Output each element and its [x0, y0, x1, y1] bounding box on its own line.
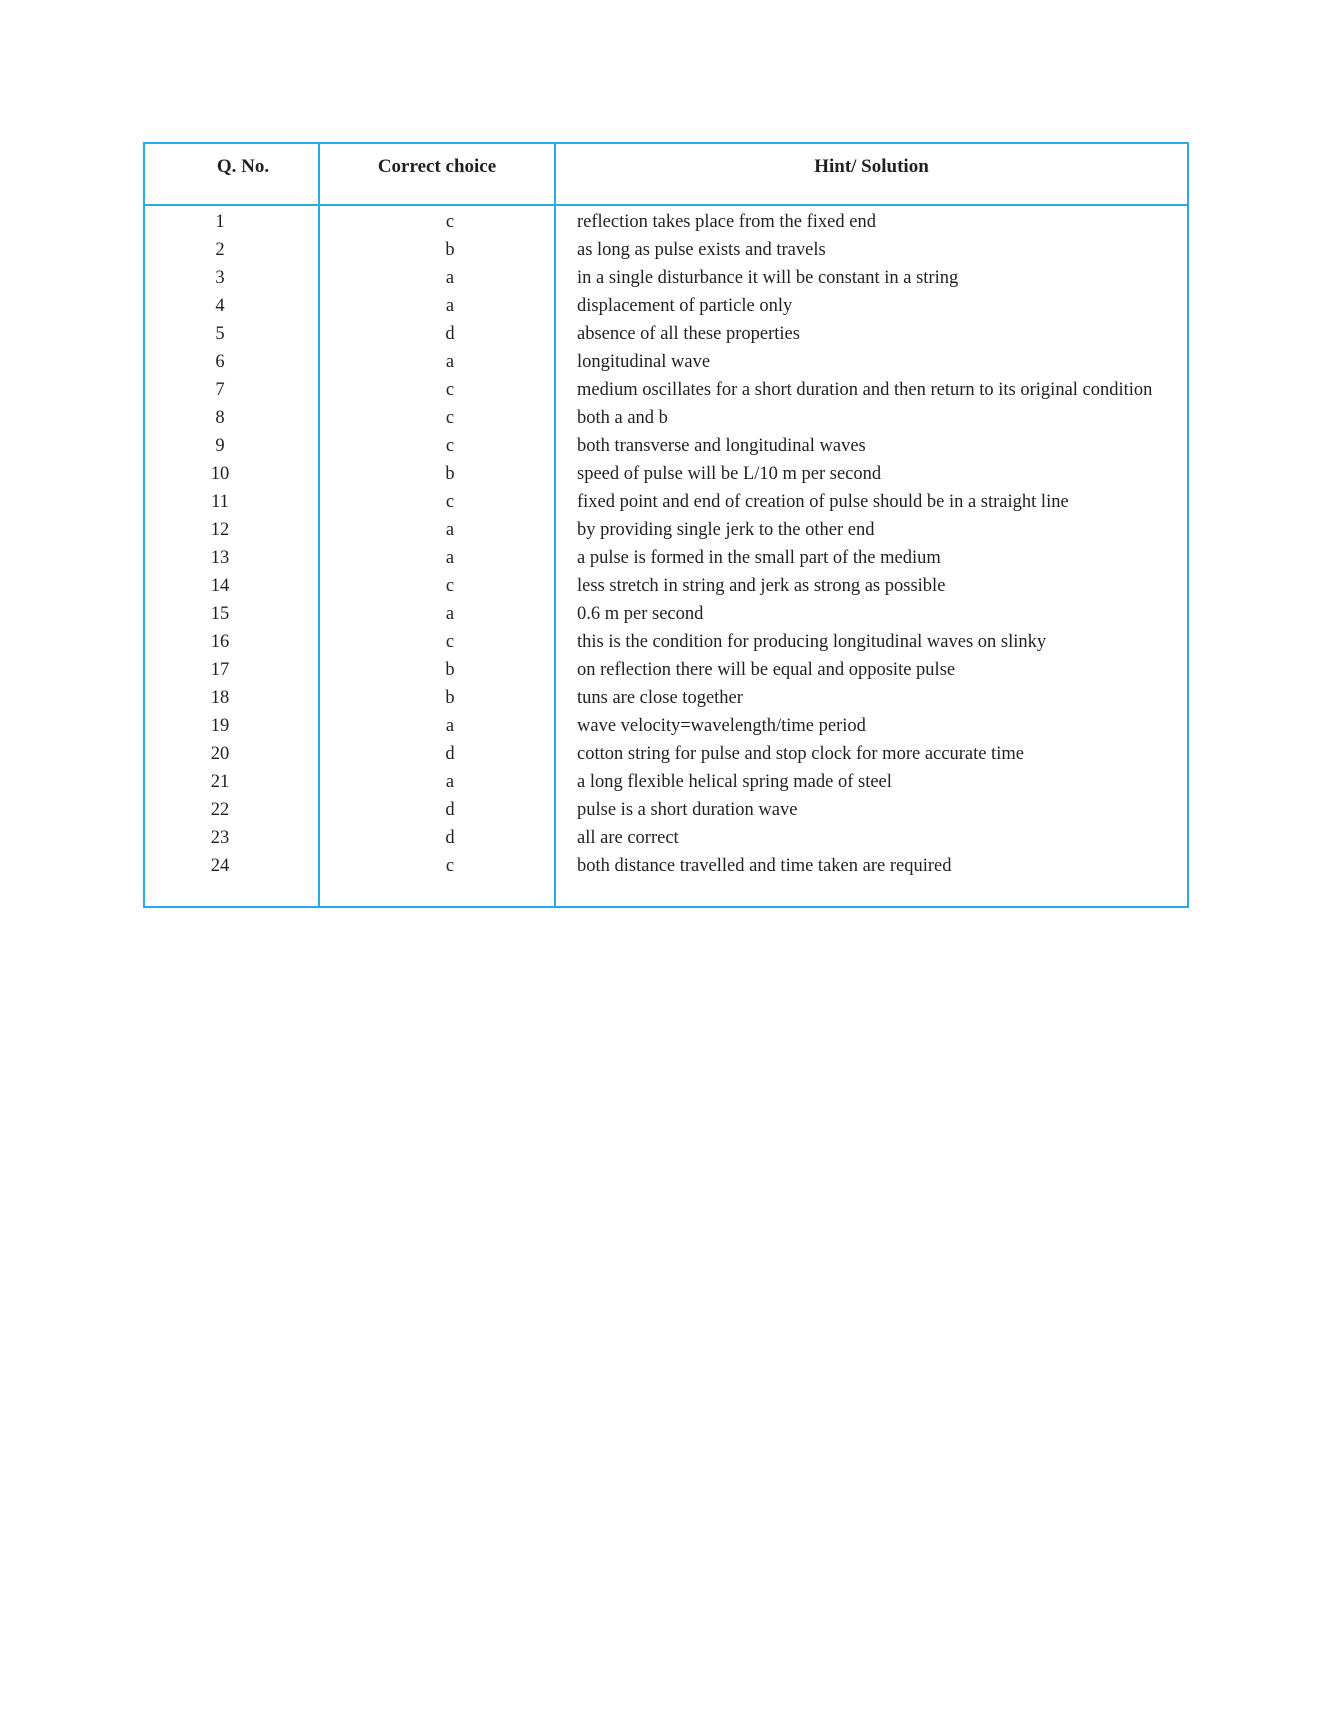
table-row [145, 684, 1187, 712]
correct-choice: c [445, 856, 455, 876]
header-hint-solution: Hint/ Solution [814, 156, 929, 177]
question-number: 18 [210, 688, 230, 708]
table-row [145, 320, 1187, 348]
hint-solution: speed of pulse will be L/10 m per second [577, 464, 882, 484]
correct-choice: a [445, 772, 455, 792]
hint-solution: absence of all these properties [577, 324, 800, 344]
hint-solution: medium oscillates for a short duration and then return to its original condition [577, 380, 1153, 400]
question-number: 4 [215, 296, 225, 316]
hint-solution: both distance travelled and time taken are required [577, 856, 952, 876]
table-row [145, 208, 1187, 236]
hint-solution: displacement of particle only [577, 296, 793, 316]
question-number: 17 [210, 660, 230, 680]
hint-solution: longitudinal wave [577, 352, 711, 372]
correct-choice: c [445, 212, 455, 232]
correct-choice: a [445, 352, 455, 372]
table-row [145, 376, 1187, 404]
hint-solution: fixed point and end of creation of pulse should be in a straight line [577, 492, 1069, 512]
question-number: 7 [215, 380, 225, 400]
correct-choice: c [445, 632, 455, 652]
table-row [145, 740, 1187, 768]
hint-solution: a pulse is formed in the small part of the medium [577, 548, 941, 568]
question-number: 20 [210, 744, 230, 764]
table-row [145, 712, 1187, 740]
hint-solution: less stretch in string and jerk as strong as possible [577, 576, 946, 596]
hint-solution: as long as pulse exists and travels [577, 240, 826, 260]
table-row [145, 348, 1187, 376]
table-row [145, 656, 1187, 684]
hint-solution: in a single disturbance it will be constant in a string [577, 268, 959, 288]
question-number: 22 [210, 800, 230, 820]
hint-solution: cotton string for pulse and stop clock for more accurate time [577, 744, 1024, 764]
correct-choice: b [445, 240, 455, 260]
question-number: 15 [210, 604, 230, 624]
question-number: 21 [210, 772, 230, 792]
table-row [145, 460, 1187, 488]
hint-solution: on reflection there will be equal and opposite pulse [577, 660, 956, 680]
header-correct-choice: Correct choice [377, 156, 497, 177]
correct-choice: b [445, 688, 455, 708]
correct-choice: c [445, 436, 455, 456]
question-number: 23 [210, 828, 230, 848]
table-row [145, 824, 1187, 852]
question-number: 16 [210, 632, 230, 652]
hint-solution: both a and b [577, 408, 668, 428]
question-number: 13 [210, 548, 230, 568]
correct-choice: c [445, 492, 455, 512]
table-row [145, 852, 1187, 880]
table-row [145, 292, 1187, 320]
header-qno: Q. No. [216, 156, 270, 177]
table-row [145, 432, 1187, 460]
correct-choice: c [445, 380, 455, 400]
hint-solution: pulse is a short duration wave [577, 800, 798, 820]
table-row [145, 404, 1187, 432]
hint-solution: a long flexible helical spring made of steel [577, 772, 892, 792]
correct-choice: d [445, 324, 455, 344]
hint-solution: all are correct [577, 828, 679, 848]
table-row [145, 516, 1187, 544]
table-row [145, 796, 1187, 824]
question-number: 11 [211, 492, 229, 512]
question-number: 24 [210, 856, 230, 876]
question-number: 19 [210, 716, 230, 736]
hint-solution: by providing single jerk to the other end [577, 520, 875, 540]
table-row [145, 544, 1187, 572]
table-row [145, 264, 1187, 292]
correct-choice: b [445, 464, 455, 484]
table-row [145, 236, 1187, 264]
table-body [145, 208, 1187, 880]
question-number: 10 [210, 464, 230, 484]
correct-choice: d [445, 800, 455, 820]
question-number: 9 [215, 436, 225, 456]
correct-choice: c [445, 408, 455, 428]
question-number: 5 [215, 324, 225, 344]
question-number: 12 [210, 520, 230, 540]
correct-choice: c [445, 576, 455, 596]
table-row [145, 768, 1187, 796]
correct-choice: b [445, 660, 455, 680]
table-row [145, 628, 1187, 656]
table-row [145, 600, 1187, 628]
question-number: 14 [210, 576, 230, 596]
correct-choice: a [445, 604, 455, 624]
correct-choice: d [445, 828, 455, 848]
correct-choice: a [445, 716, 455, 736]
question-number: 1 [215, 212, 225, 232]
correct-choice: d [445, 744, 455, 764]
question-number: 8 [215, 408, 225, 428]
hint-solution: this is the condition for producing longitudinal waves on slinky [577, 632, 1047, 652]
table-row [145, 572, 1187, 600]
question-number: 2 [215, 240, 225, 260]
correct-choice: a [445, 520, 455, 540]
hint-solution: 0.6 m per second [577, 604, 704, 624]
hint-solution: wave velocity=wavelength/time period [577, 716, 866, 736]
correct-choice: a [445, 296, 455, 316]
header-divider [145, 204, 1187, 206]
hint-solution: both transverse and longitudinal waves [577, 436, 866, 456]
question-number: 3 [215, 268, 225, 288]
answer-key-table [143, 142, 1189, 908]
hint-solution: reflection takes place from the fixed end [577, 212, 876, 232]
correct-choice: a [445, 548, 455, 568]
hint-solution: tuns are close together [577, 688, 743, 708]
correct-choice: a [445, 268, 455, 288]
question-number: 6 [215, 352, 225, 372]
table-row [145, 488, 1187, 516]
